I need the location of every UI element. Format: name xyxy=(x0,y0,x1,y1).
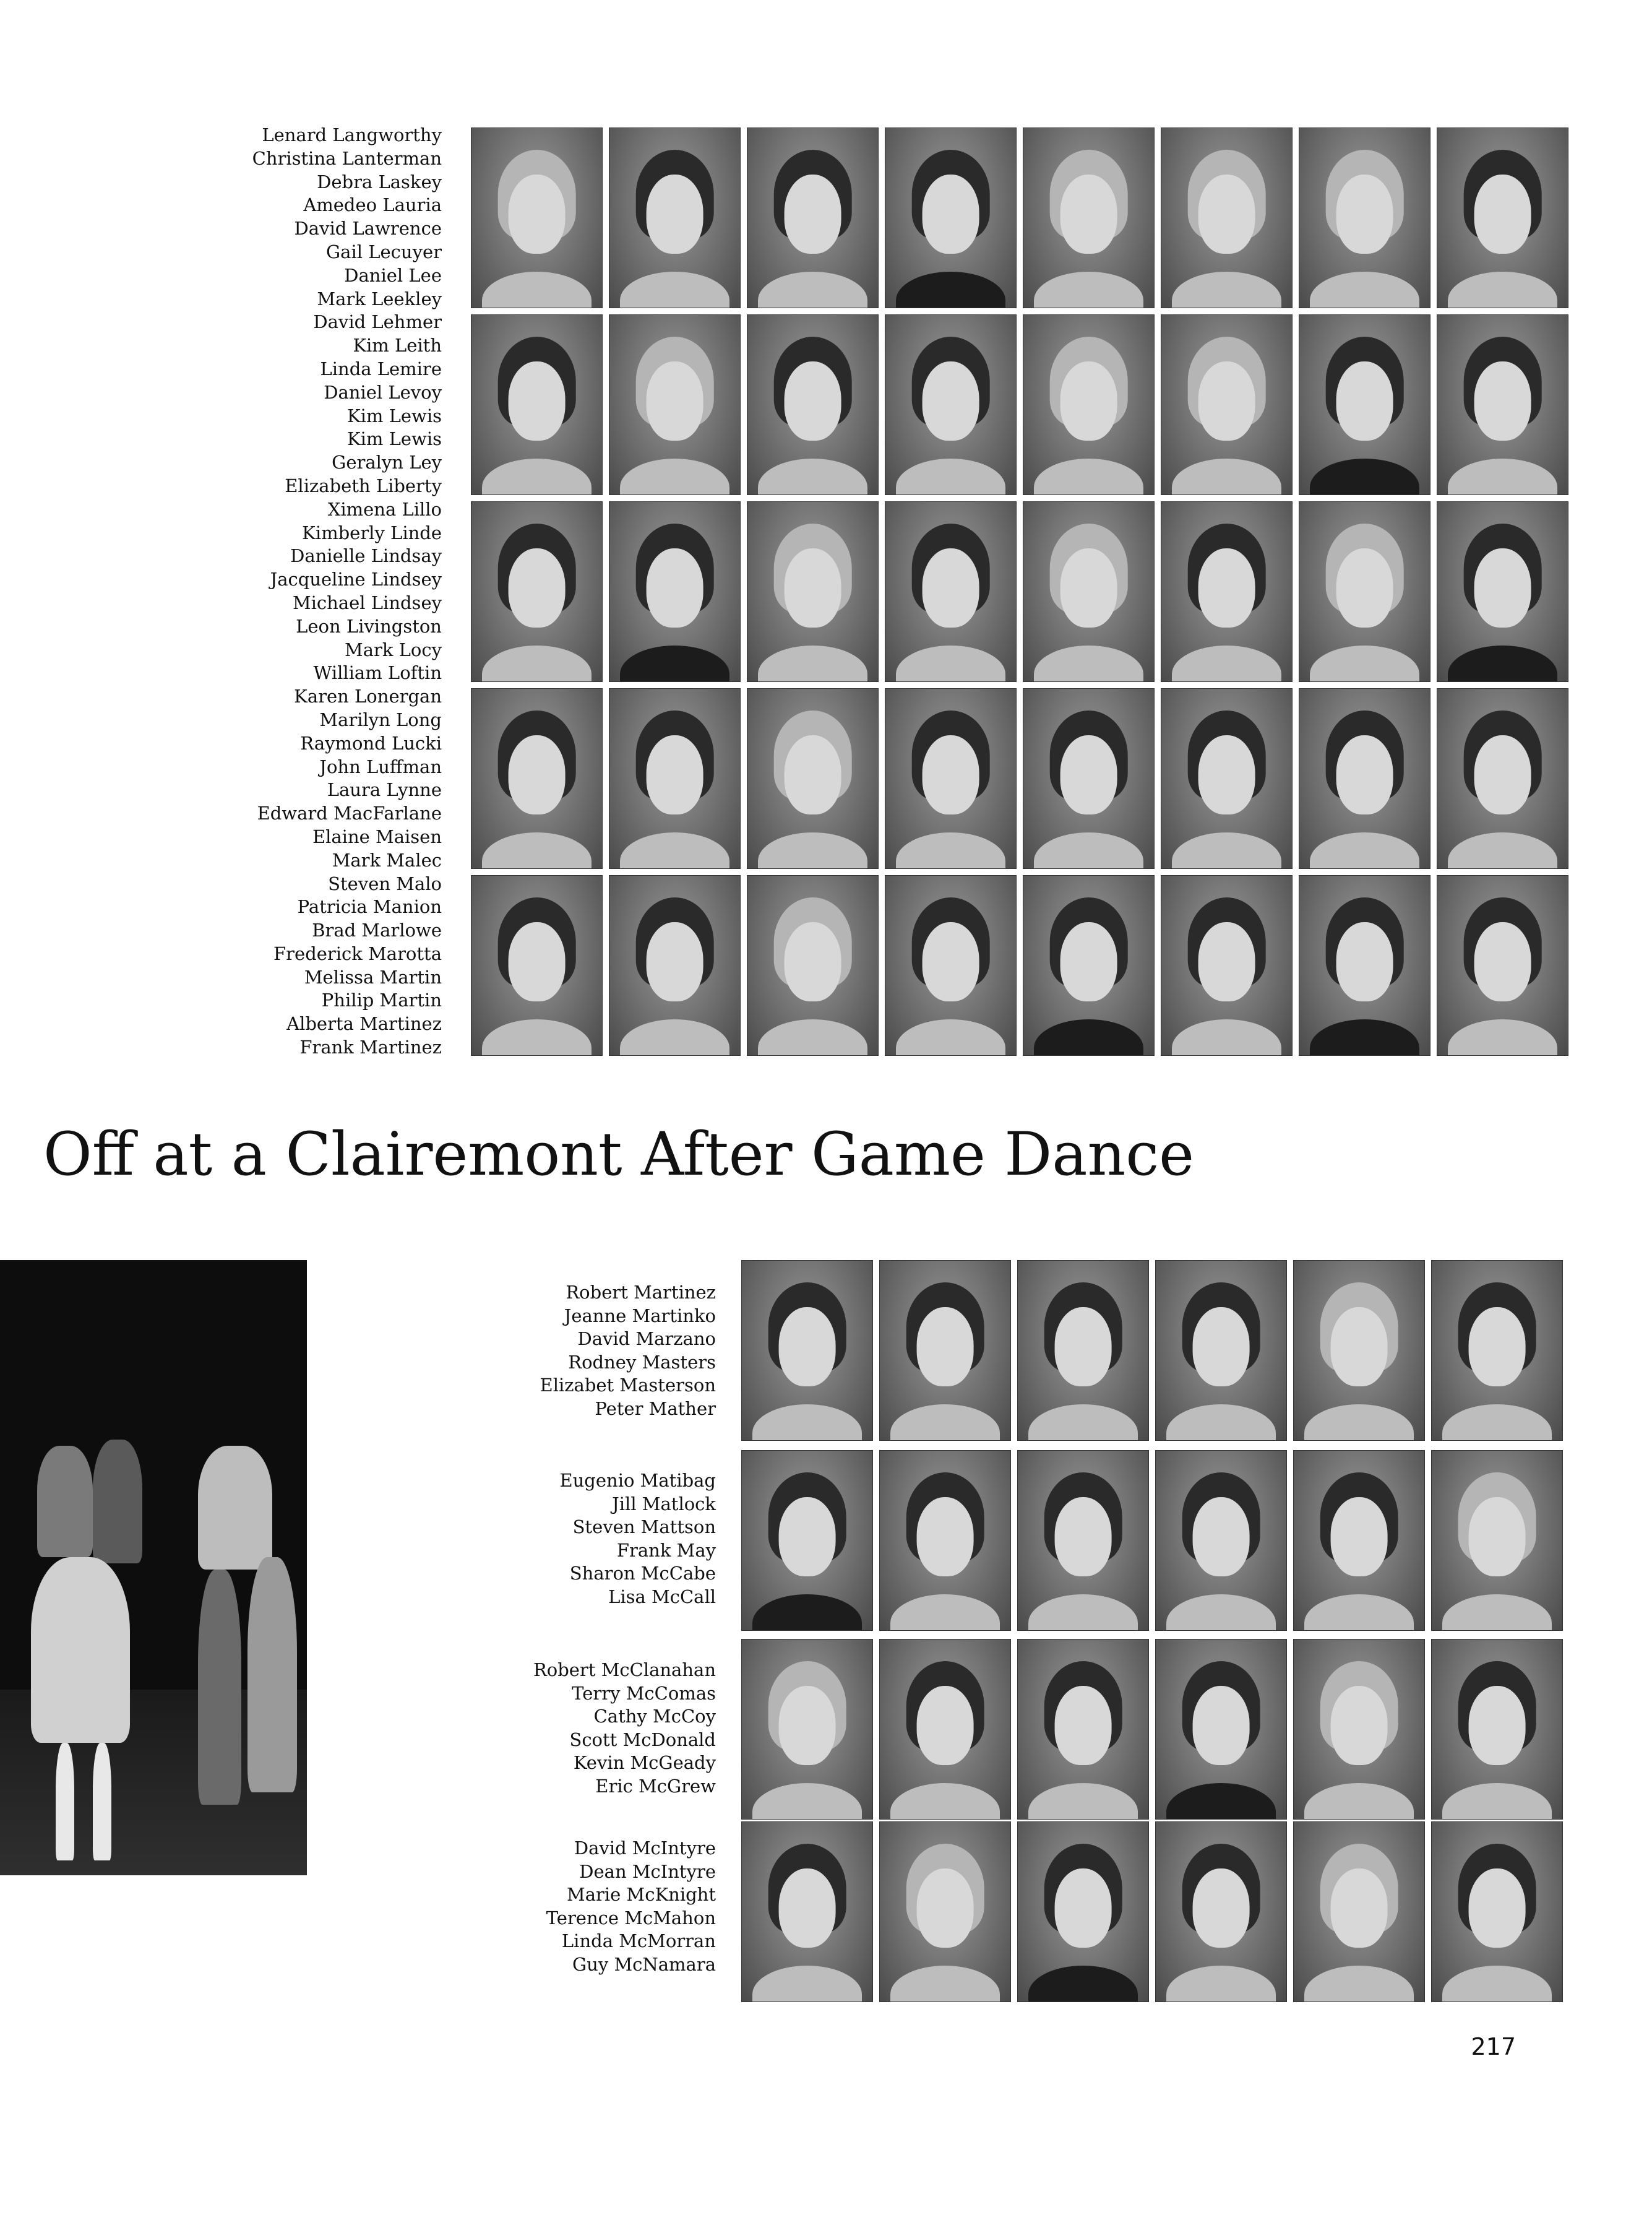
student-portrait xyxy=(1155,1450,1287,1631)
student-portrait xyxy=(885,127,1017,308)
student-name: Sharon McCabe xyxy=(569,1563,716,1584)
student-name: Edward MacFarlane xyxy=(257,803,442,824)
student-portrait xyxy=(1299,875,1430,1056)
name-list-group-4 xyxy=(507,1837,716,1976)
student-name: Steven Mattson xyxy=(572,1516,716,1537)
student-portrait xyxy=(1017,1821,1149,2002)
dance-photo xyxy=(0,1260,307,1875)
student-portrait xyxy=(1299,127,1430,308)
student-portrait xyxy=(1155,1639,1287,1820)
portrait-row-group-1 xyxy=(741,1260,1563,1441)
student-name: Dean McIntyre xyxy=(579,1860,716,1882)
student-portrait xyxy=(1161,688,1293,869)
student-portrait xyxy=(1161,314,1293,495)
student-name: David Marzano xyxy=(577,1328,716,1349)
name-list-group-2 xyxy=(507,1469,716,1609)
student-name: Marilyn Long xyxy=(319,709,442,730)
student-portrait xyxy=(1437,127,1568,308)
student-name: David Lawrence xyxy=(294,218,442,240)
student-name: Raymond Lucki xyxy=(300,732,442,754)
student-portrait xyxy=(741,1260,873,1441)
student-portrait xyxy=(747,501,879,682)
student-portrait xyxy=(609,688,741,869)
student-name: Daniel Lee xyxy=(344,264,442,286)
student-name: Amedeo Lauria xyxy=(303,194,442,216)
student-portrait xyxy=(1431,1821,1563,2002)
student-name: Eric McGrew xyxy=(595,1775,716,1797)
student-name: Ximena Lillo xyxy=(327,498,442,520)
portrait-row-group-4 xyxy=(741,1821,1563,2002)
student-portrait xyxy=(879,1821,1011,2002)
student-name: Marie McKnight xyxy=(567,1884,716,1905)
student-name: Danielle Lindsay xyxy=(290,545,442,567)
portrait-row-group-3 xyxy=(741,1639,1563,1820)
student-name: Peter Mather xyxy=(595,1397,716,1419)
student-portrait xyxy=(747,127,879,308)
student-name: Rodney Masters xyxy=(568,1351,716,1373)
student-name: Steven Malo xyxy=(328,873,442,894)
student-name: Patricia Manion xyxy=(297,896,442,918)
student-portrait xyxy=(1293,1260,1425,1441)
student-portrait xyxy=(1299,688,1430,869)
student-portrait xyxy=(885,688,1017,869)
page-number: 217 xyxy=(1471,2033,1516,2060)
student-name: Terry McComas xyxy=(572,1682,716,1704)
student-name: Christina Lanterman xyxy=(252,147,442,169)
student-portrait xyxy=(1017,1450,1149,1631)
student-portrait xyxy=(1161,875,1293,1056)
student-portrait xyxy=(1161,127,1293,308)
student-portrait xyxy=(609,127,741,308)
student-name: Gail Lecuyer xyxy=(326,241,442,262)
student-name: Terence McMahon xyxy=(546,1907,716,1928)
student-portrait xyxy=(879,1639,1011,1820)
student-portrait xyxy=(1293,1450,1425,1631)
student-name: Scott McDonald xyxy=(569,1729,716,1750)
student-portrait xyxy=(747,875,879,1056)
student-name: Laura Lynne xyxy=(327,779,442,801)
student-portrait xyxy=(747,314,879,495)
student-portrait xyxy=(1431,1639,1563,1820)
student-portrait xyxy=(1023,688,1155,869)
student-portrait xyxy=(1437,688,1568,869)
student-portrait xyxy=(885,501,1017,682)
student-name: Brad Marlowe xyxy=(312,920,442,941)
student-portrait xyxy=(1437,875,1568,1056)
student-name: Alberta Martinez xyxy=(286,1013,442,1035)
student-portrait xyxy=(1293,1639,1425,1820)
student-name: Kevin McGeady xyxy=(573,1752,716,1773)
student-name: Jeanne Martinko xyxy=(564,1305,716,1326)
name-list-group-3 xyxy=(507,1659,716,1798)
name-list-group-1 xyxy=(507,1281,716,1420)
student-name: Kimberly Linde xyxy=(302,522,442,543)
student-portrait xyxy=(471,127,603,308)
student-name: Melissa Martin xyxy=(304,966,442,988)
student-name: Robert Martinez xyxy=(566,1282,716,1303)
student-name: Kim Lewis xyxy=(346,428,442,450)
student-name: Daniel Levoy xyxy=(324,381,442,403)
student-portrait xyxy=(1431,1450,1563,1631)
student-portrait xyxy=(1431,1260,1563,1441)
student-name: Mark Leekley xyxy=(317,288,442,309)
student-name: Linda Lemire xyxy=(320,358,442,379)
student-portrait xyxy=(471,688,603,869)
student-name: Frederick Marotta xyxy=(273,943,442,964)
portrait-grid-top xyxy=(471,127,1568,1056)
student-portrait xyxy=(471,501,603,682)
student-portrait xyxy=(741,1450,873,1631)
student-name: Geralyn Ley xyxy=(332,452,442,473)
student-name: Elizabet Masterson xyxy=(540,1375,716,1396)
student-name: Lenard Langworthy xyxy=(262,124,442,145)
student-name: Eugenio Matibag xyxy=(559,1470,716,1491)
student-portrait xyxy=(471,314,603,495)
student-portrait xyxy=(885,875,1017,1056)
student-name: Frank May xyxy=(616,1539,716,1561)
section-heading: Off at a Clairemont After Game Dance xyxy=(43,1120,1194,1189)
student-portrait xyxy=(471,875,603,1056)
student-name: Elaine Maisen xyxy=(312,826,442,847)
student-name: Mark Malec xyxy=(332,849,442,871)
student-portrait xyxy=(1293,1821,1425,2002)
student-name: Guy McNamara xyxy=(572,1953,716,1975)
student-portrait xyxy=(1437,501,1568,682)
student-portrait xyxy=(879,1450,1011,1631)
student-portrait xyxy=(747,688,879,869)
student-portrait xyxy=(741,1639,873,1820)
student-name: Cathy McCoy xyxy=(593,1706,716,1727)
student-name: Frank Martinez xyxy=(299,1037,442,1058)
student-portrait xyxy=(1299,501,1430,682)
student-portrait xyxy=(1017,1639,1149,1820)
student-name: Philip Martin xyxy=(321,990,442,1011)
name-list-top xyxy=(235,124,442,1060)
student-name: David Lehmer xyxy=(313,311,442,333)
student-portrait xyxy=(609,875,741,1056)
student-name: David McIntyre xyxy=(574,1838,716,1859)
student-portrait xyxy=(1437,314,1568,495)
student-portrait xyxy=(1299,314,1430,495)
student-portrait xyxy=(1023,501,1155,682)
student-name: William Loftin xyxy=(313,662,442,684)
student-portrait xyxy=(741,1821,873,2002)
student-portrait xyxy=(1023,314,1155,495)
student-name: Michael Lindsey xyxy=(292,592,442,613)
student-portrait xyxy=(609,501,741,682)
student-name: Karen Lonergan xyxy=(294,686,442,707)
student-name: Linda McMorran xyxy=(561,1930,716,1951)
student-name: John Luffman xyxy=(319,756,442,777)
student-portrait xyxy=(1023,127,1155,308)
student-name: Lisa McCall xyxy=(608,1586,716,1607)
student-portrait xyxy=(1155,1821,1287,2002)
student-name: Jill Matlock xyxy=(612,1493,716,1514)
student-portrait xyxy=(879,1260,1011,1441)
student-name: Mark Locy xyxy=(345,639,442,660)
student-name: Leon Livingston xyxy=(296,615,442,637)
student-name: Jacqueline Lindsey xyxy=(270,569,442,590)
student-portrait xyxy=(885,314,1017,495)
portrait-row-group-2 xyxy=(741,1450,1563,1631)
student-portrait xyxy=(609,314,741,495)
student-name: Robert McClanahan xyxy=(533,1659,716,1680)
student-name: Kim Lewis xyxy=(346,405,442,426)
student-portrait xyxy=(1017,1260,1149,1441)
student-portrait xyxy=(1155,1260,1287,1441)
student-name: Debra Laskey xyxy=(317,171,442,192)
student-name: Kim Leith xyxy=(353,335,442,356)
student-portrait xyxy=(1023,875,1155,1056)
student-portrait xyxy=(1161,501,1293,682)
student-name: Elizabeth Liberty xyxy=(285,475,442,496)
